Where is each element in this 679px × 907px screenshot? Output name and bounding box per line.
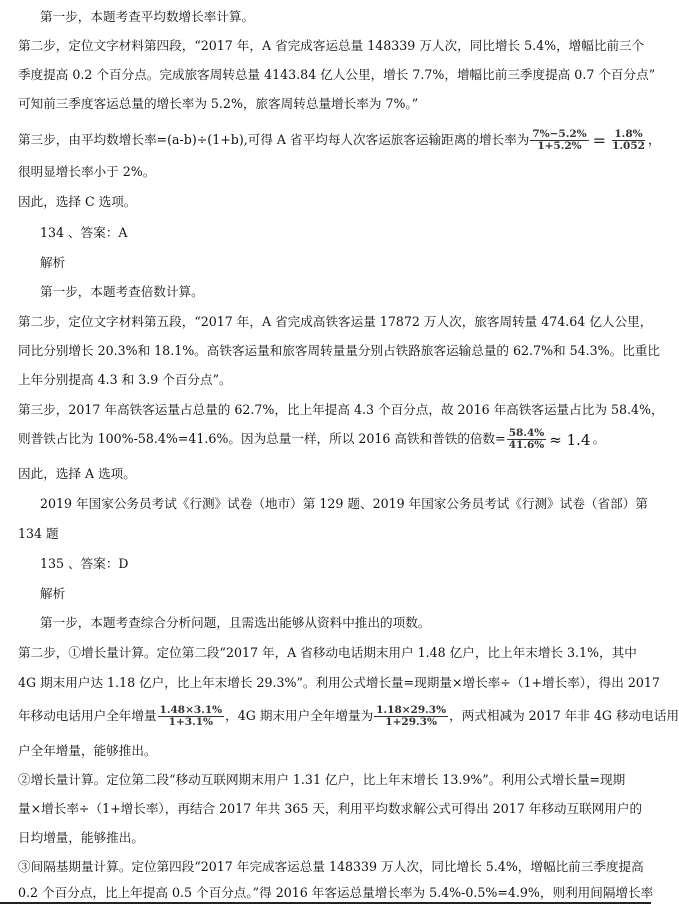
- fraction: [530, 129, 588, 152]
- punctuation: ，: [647, 132, 661, 147]
- answer-heading: 134 、答案：A: [40, 225, 128, 240]
- text-line: 因此，选择 A 选项。: [18, 466, 136, 481]
- punctuation: 。: [592, 431, 606, 446]
- analysis-heading: 解析: [40, 586, 66, 601]
- text-line: 第三步，2017 年高铁客运量占总量的 62.7%，比上年提高 4.3 个百分点，故 2016 年高铁客运量占比为 58.4%，: [18, 402, 664, 417]
- text-line-with-formula: [18, 426, 639, 452]
- fraction-denominator: 41.6%: [508, 439, 545, 451]
- text-segment: 第三步，由平均数增长率=(a-b)÷(1+b),可得 A 省平均每人次客运旅客运输距离的增长率为: [18, 132, 530, 147]
- text-line: ②增长量计算。定位第二段“移动互联网期末用户 1.31 亿户，比上年末增长 13.9%”。利用公式增长量=现期: [18, 772, 626, 787]
- fraction: [374, 705, 448, 728]
- text-line: 第一步，本题考查综合分析问题，且需选出能够从资料中推出的项数。: [40, 615, 431, 630]
- text-line-with-formula: [18, 702, 679, 730]
- text-line: 上年分别提高 4.3 和 3.9 个百分点”。: [18, 372, 232, 387]
- text-line: 日均增量，能够推出。: [18, 830, 144, 845]
- fraction-denominator: 1.052: [612, 140, 645, 152]
- text-line: 可知前三季度客运总量的增长率为 5.2%，旅客周转总量增长率为 7%。”: [18, 96, 419, 111]
- text-line: 4G 期末用户达 1.18 亿户，比上年末增长 29.3%”。利用公式增长量=现期量×增长率÷（1+增长率），得出 2017: [18, 675, 660, 690]
- fraction-numerator: 7%−5.2%: [532, 128, 587, 140]
- approx-value: ≈ 1.4: [549, 430, 591, 449]
- fraction: [507, 428, 547, 451]
- fraction-numerator: 1.48×3.1%: [159, 704, 223, 716]
- text-segment: 年移动电话用户全年增量: [18, 708, 157, 723]
- text-line: 季度提高 0.2 个百分点。完成旅客周转总量 4143.84 亿人公里，增长 7.7%，增幅比前三季度提高 0.7 个百分点”: [18, 67, 656, 82]
- text-line: 量×增长率÷（1+增长率），再结合 2017 年共 365 天，利用平均数求解公式可得出 2017 年移动互联网用户的: [18, 801, 643, 816]
- fraction: [610, 129, 647, 152]
- text-line: 第二步，定位文字材料第五段，“2017 年，A 省完成高铁客运量 17872 万人次，旅客周转量 474.64 亿人公里，: [18, 314, 653, 329]
- text-line: 户全年增量，能够推出。: [18, 743, 157, 758]
- fraction-denominator: 1+29.3%: [385, 716, 437, 728]
- text-line: 第二步，①增长量计算。定位第二段“2017 年，A 省移动电话期末用户 1.48 亿户，比上年末增长 3.1%，其中: [18, 645, 637, 660]
- text-line-with-formula: [18, 127, 661, 153]
- answer-heading: 135 、答案：D: [40, 556, 129, 571]
- text-segment: 则普铁占比为 100%-58.4%=41.6%。因为总量一样，所以 2016 高铁和普铁的倍数=: [18, 431, 506, 446]
- text-line: ③间隔基期量计算。定位第四段“2017 年完成客运总量 148339 万人次，同比增长 5.4%，增幅比前三季度提高: [18, 859, 644, 874]
- source-note: 2019 年国家公务员考试《行测》试卷（地市）第 129 题、2019 年国家公务员考试《行测》试卷（省部）第: [40, 496, 648, 511]
- fraction-numerator: 58.4%: [508, 427, 545, 439]
- fraction-denominator: 1+5.2%: [537, 140, 582, 152]
- fraction-numerator: 1.18×29.3%: [376, 704, 447, 716]
- text-line: 第二步，定位文字材料第四段，“2017 年，A 省完成客运总量 148339 万人次，同比增长 5.4%，增幅比前三个: [18, 38, 645, 53]
- source-note: 134 题: [18, 526, 59, 541]
- page-bottom-rule: [0, 902, 651, 904]
- text-segment: ，两式相减为 2017 年非 4G 移动电话用: [449, 708, 679, 723]
- text-line: 很明显增长率小于 2%。: [18, 164, 156, 179]
- fraction-numerator: 1.8%: [614, 128, 643, 140]
- fraction-denominator: 1+3.1%: [168, 716, 214, 728]
- fraction: [158, 705, 225, 728]
- text-line: 0.2 个百分点，比上年提高 0.5 个百分点。”得 2016 年客运总量增长率为 5.4%-0.5%=4.9%，则利用间隔增长率: [18, 885, 654, 900]
- text-segment: ，4G 期末用户全年增量为: [225, 708, 374, 723]
- text-line: 第一步，本题考查倍数计算。: [40, 284, 204, 299]
- text-line: 第一步，本题考查平均数增长率计算。: [40, 9, 255, 24]
- text-line: 因此，选择 C 选项。: [18, 194, 137, 209]
- text-line: 同比分别增长 20.3%和 18.1%。高铁客运量和旅客周转量量分别占铁路旅客运输总量的 62.7%和 54.3%。比重比: [18, 343, 661, 358]
- analysis-heading: 解析: [40, 255, 66, 270]
- equals-sign: =: [592, 130, 607, 150]
